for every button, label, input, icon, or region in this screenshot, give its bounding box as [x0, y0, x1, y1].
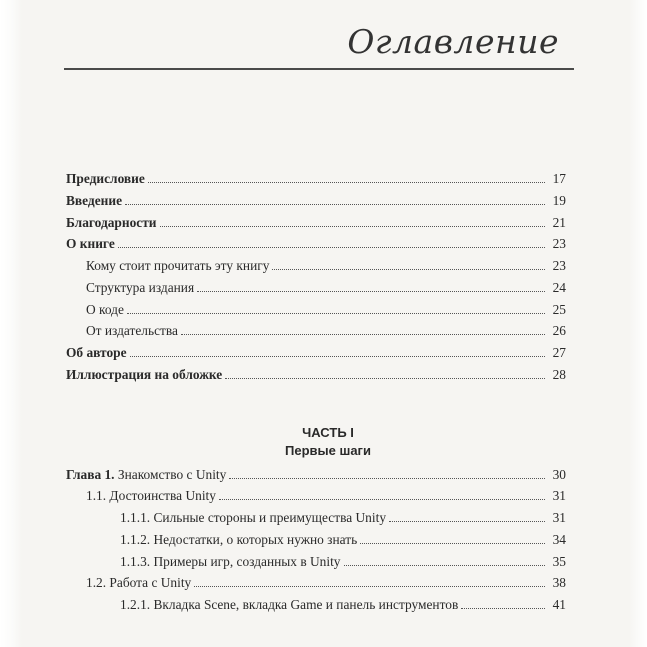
toc-entry-label — [66, 464, 226, 486]
toc-entry[interactable] — [66, 190, 566, 212]
toc-entry-page: 24 — [552, 279, 566, 295]
toc-entry[interactable] — [66, 277, 566, 299]
toc-entry-page: 21 — [552, 214, 566, 230]
toc-entry-page: 28 — [552, 366, 566, 382]
toc-entry-page: 23 — [552, 258, 566, 273]
toc-entry-label: О книге — [66, 236, 115, 252]
toc-entry[interactable] — [66, 529, 566, 551]
toc-entry-label: Кому стоит прочитать эту книгу — [86, 258, 270, 273]
toc-entry-page: 17 — [552, 171, 566, 186]
dot-leader — [197, 291, 545, 292]
chapter-prefix: Глава 1. — [66, 466, 115, 482]
toc-entry-page: 30 — [552, 466, 566, 482]
toc-entry-page: 34 — [552, 531, 566, 547]
toc-entry[interactable] — [66, 212, 566, 234]
dot-leader — [127, 313, 545, 314]
toc-entry-page: 25 — [552, 301, 566, 317]
toc-entry[interactable] — [66, 364, 566, 386]
toc-entry-label: 1.1.3. Примеры игр, созданных в Unity — [120, 553, 341, 569]
dot-leader — [181, 334, 545, 335]
toc-entry-label: Иллюстрация на обложке — [66, 366, 223, 382]
toc-entry-label: 1.2. Работа с Unity — [86, 575, 192, 591]
toc-entry[interactable] — [66, 299, 566, 321]
toc-entry-page: 27 — [552, 345, 566, 360]
toc-entry[interactable] — [66, 572, 566, 594]
dot-leader — [194, 586, 545, 587]
toc-entry[interactable] — [66, 233, 566, 255]
toc-entry-label: 1.1.2. Недостатки, о которых нужно знать — [120, 531, 358, 547]
page-edge-left — [0, 0, 22, 647]
table-of-contents — [66, 168, 566, 616]
toc-entry-page: 19 — [552, 192, 566, 208]
toc-entry-page: 31 — [552, 488, 566, 504]
page-title: Оглавление — [347, 22, 559, 61]
toc-entry[interactable] — [66, 485, 566, 507]
page-edge-right — [629, 0, 647, 647]
dot-leader — [225, 378, 545, 379]
dot-leader — [130, 356, 545, 357]
dot-leader — [360, 543, 545, 544]
dot-leader — [344, 565, 545, 566]
toc-entry-label: 1.1.1. Сильные стороны и преимущества Unity — [120, 510, 387, 525]
dot-leader — [125, 204, 545, 205]
front-matter-list — [66, 168, 566, 386]
toc-entry[interactable] — [66, 342, 566, 364]
toc-entry-label: Введение — [66, 192, 123, 208]
dot-leader — [148, 182, 545, 183]
dot-leader — [118, 247, 545, 248]
toc-entry-page: 41 — [552, 597, 566, 612]
dot-leader — [160, 226, 545, 227]
chapter-1-sections — [66, 485, 566, 616]
dot-leader — [219, 499, 545, 500]
toc-entry-chapter-1[interactable] — [66, 464, 566, 486]
toc-entry-label: О коде — [86, 301, 124, 317]
toc-entry-label: Об авторе — [66, 345, 127, 360]
toc-entry[interactable] — [66, 507, 566, 529]
toc-entry-label: Структура издания — [86, 279, 195, 295]
toc-entry[interactable] — [66, 594, 566, 616]
toc-entry[interactable] — [66, 551, 566, 573]
part-spacer — [66, 386, 566, 424]
toc-entry-page: 23 — [552, 236, 566, 252]
toc-entry-page: 38 — [552, 575, 566, 591]
dot-leader — [272, 269, 545, 270]
toc-entry-page: 26 — [552, 323, 566, 339]
dot-leader — [229, 478, 545, 479]
toc-entry-label: 1.2.1. Вкладка Scene, вкладка Game и панель инструментов — [120, 597, 459, 612]
toc-entry[interactable] — [66, 255, 566, 277]
toc-entry[interactable] — [66, 168, 566, 190]
toc-entry-page: 31 — [552, 510, 566, 525]
toc-entry-label: От издательства — [86, 323, 178, 339]
title-rule — [64, 68, 574, 70]
part-name: Первые шаги — [285, 442, 371, 458]
toc-entry-label: Предисловие — [66, 171, 145, 186]
toc-entry[interactable] — [66, 320, 566, 342]
toc-entry-page: 35 — [552, 553, 566, 569]
toc-entry-label: Благодарности — [66, 214, 157, 230]
toc-entry-label: 1.1. Достоинства Unity — [86, 488, 216, 504]
chapter-title: Знакомство с Unity — [117, 466, 227, 482]
dot-leader — [461, 608, 545, 609]
part-number: ЧАСТЬ I — [302, 424, 354, 440]
dot-leader — [389, 521, 545, 522]
